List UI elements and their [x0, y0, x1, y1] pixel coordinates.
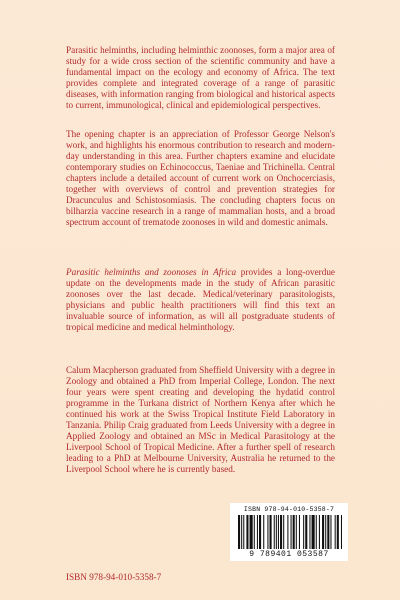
barcode-bar — [243, 515, 244, 549]
barcode-bar — [341, 515, 342, 549]
barcode-bar — [241, 515, 242, 549]
barcode-bar — [283, 515, 284, 549]
barcode-bar — [337, 515, 339, 549]
barcode-bar — [291, 515, 292, 549]
barcode-bar — [322, 515, 324, 549]
barcode-bar — [327, 515, 329, 549]
book-title-italic: Parasitic helminths and zoonoses in Africa — [66, 267, 237, 277]
barcode-bar — [278, 515, 279, 549]
barcode-bar — [259, 515, 261, 549]
barcode-bar — [250, 515, 253, 549]
isbn-text: ISBN 978-94-010-5358-7 — [66, 572, 162, 582]
barcode-bar — [276, 515, 277, 549]
barcode-bar — [316, 515, 317, 549]
barcode-bar — [267, 515, 268, 549]
barcode-bar — [263, 515, 264, 549]
barcode-bar — [296, 515, 297, 549]
description-paragraph-3-body: provides a long-overdue update on the developments made in the study of African parasitic zoonoses over the last decade. Medical/veterinary parasitologists, physicians and public health practitioners will find this text an invaluable source of information, as will all postgraduate students of tropical medicine and medical helminthology. — [66, 267, 336, 332]
barcode-bar — [280, 515, 282, 549]
author-biography: Calum Macpherson graduated from Sheffield University with a degree in Zoology and obtained a PhD from Imperial College, London. The next four years were spent creating and developing the hydatid control programme in the Turkana district of Northern Kenya after which he continued his work at the Swiss Tropical Institute Field Laboratory in Tanzania. Philip Craig graduated from Leeds University with a degree in Applied Zoology and obtained an MSc in Medical Parasitology at the Liverpool School of Tropical Medicine. After a further spell of research leading to a PhD at Melbourne University, Australia he returned to the Liverpool School where he is currently based. — [66, 365, 335, 474]
barcode-bar — [246, 515, 248, 549]
barcode-bar — [257, 515, 258, 549]
barcode-bar — [274, 515, 275, 549]
barcode-bar — [287, 515, 288, 549]
barcode-bars — [238, 515, 342, 549]
barcode-bar — [299, 515, 300, 549]
barcode-bar — [330, 515, 331, 549]
barcode-bar — [325, 515, 326, 549]
barcode-isbn-label: ISBN 978-94-010-5358-7 — [243, 506, 335, 513]
barcode-bar — [238, 515, 240, 549]
barcode-bar — [319, 515, 320, 549]
barcode-bar — [303, 515, 304, 549]
description-paragraph-3 — [66, 267, 335, 333]
barcode-bar — [305, 515, 307, 549]
description-paragraph-1: Parasitic helminths, including helminthic zoonoses, form a major area of study for a wide cross section of the scientific community and have a fundamental impact on the ecology and economy of Africa. The text provides complete and integrated coverage of a range of parasitic diseases, with information ranging from biological and historical aspects to current, immunological, clinical and epidemiological perspectives. — [66, 45, 335, 110]
barcode-bar — [270, 515, 272, 549]
barcode-bar — [254, 515, 255, 549]
barcode-digits: 9 789401 053587 — [249, 550, 329, 559]
barcode — [230, 503, 348, 561]
barcode-bar — [335, 515, 336, 549]
barcode-bar — [309, 515, 310, 549]
barcode-bar — [312, 515, 315, 549]
description-paragraph-2: The opening chapter is an appreciation of Professor George Nelson's work, and highlights his enormous contribution to research and modern-day understanding in this area. Further chapters examine and elucidate contemporary studies on Echinococcus, Taeniae and Trichinella. Central chapters include a detailed account of current work on Onchocerciasis, together with overviews of control and prevention strategies for Dracunculus and Schistosomiasis. The concluding chapters focus on bilharzia vaccine research in a range of mammalian hosts, and a broad spectrum account of trematode zoonoses in wild and domestic animals. — [66, 129, 335, 227]
barcode-bar — [293, 515, 295, 549]
